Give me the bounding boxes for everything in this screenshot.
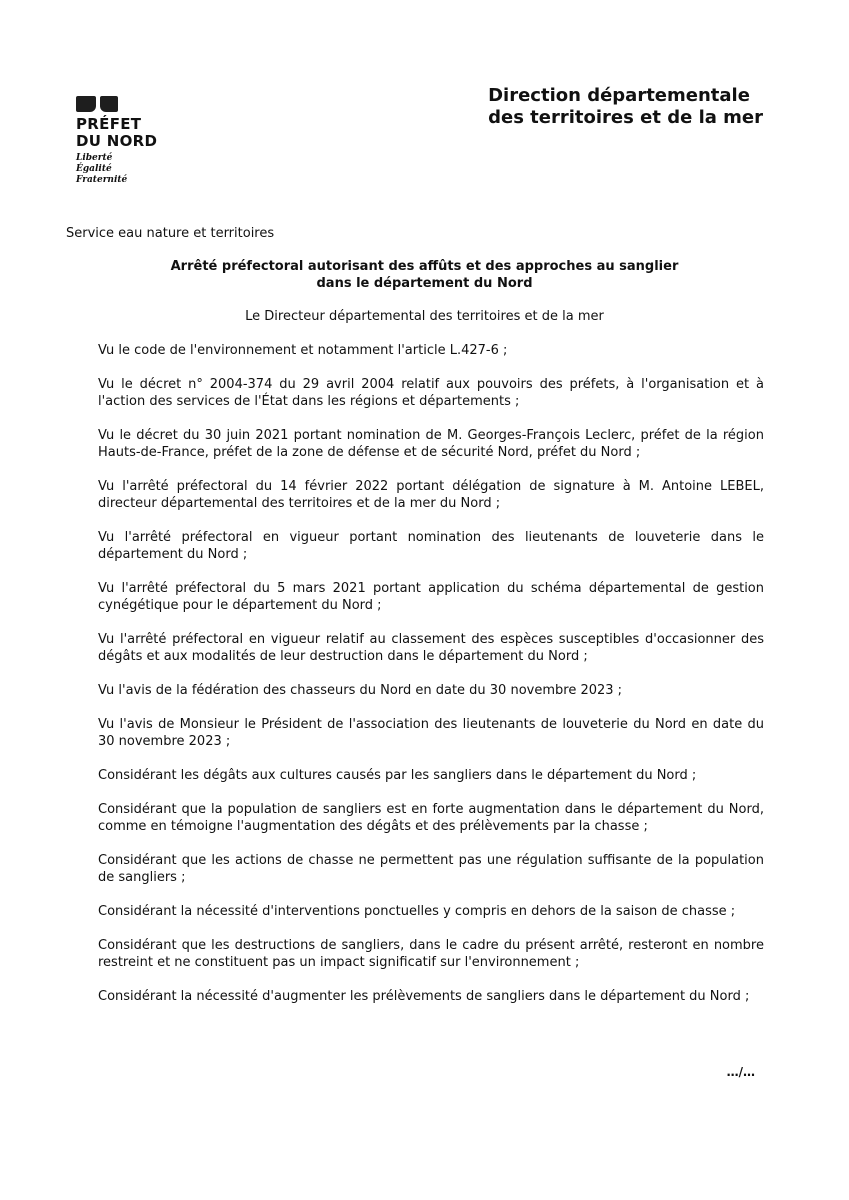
direction-heading xyxy=(488,85,763,129)
direction-line2: des territoires et de la mer xyxy=(488,107,763,128)
paragraph: Vu le code de l'environnement et notamment l'article L.427-6 ; xyxy=(98,343,508,358)
marianne-logo-icon xyxy=(76,96,120,112)
paragraph: Vu l'arrêté préfectoral du 5 mars 2021 portant application du schéma départemental de gestion cynégétique pour le département du Nord ; xyxy=(98,581,764,613)
paragraph: Vu l'arrêté préfectoral en vigueur relatif au classement des espèces susceptibles d'occasionner des dégâts et aux modalités de leur destruction dans le département du Nord ; xyxy=(98,632,764,664)
document-author: Le Directeur départemental des territoires et de la mer xyxy=(245,309,604,324)
document-title xyxy=(0,258,849,292)
continuation-mark: …/… xyxy=(726,1065,755,1079)
paragraph: Considérant que les destructions de sangliers, dans le cadre du présent arrêté, resteront en nombre restreint et ne constituent pas un impact significatif sur l'environnement ; xyxy=(98,938,764,970)
direction-line1: Direction départementale xyxy=(488,85,750,106)
paragraph: Vu l'arrêté préfectoral en vigueur portant nomination des lieutenants de louveterie dans le département du Nord ; xyxy=(98,530,764,562)
prefet-logo xyxy=(76,96,206,186)
paragraph: Considérant que la population de sangliers est en forte augmentation dans le département du Nord, comme en témoigne l'augmentation des dégâts et des prélèvements par la chasse ; xyxy=(98,802,764,834)
title-line1: Arrêté préfectoral autorisant des affûts et des approches au sanglier xyxy=(170,259,679,274)
paragraph: Vu le décret n° 2004-374 du 29 avril 2004 relatif aux pouvoirs des préfets, à l'organisation et à l'action des services de l'État dans les régions et départements ; xyxy=(98,377,764,409)
paragraph: Considérant que les actions de chasse ne permettent pas une régulation suffisante de la population de sangliers ; xyxy=(98,853,764,885)
paragraph: Considérant la nécessité d'augmenter les prélèvements de sangliers dans le département du Nord ; xyxy=(98,989,750,1004)
paragraph: Considérant les dégâts aux cultures causés par les sangliers dans le département du Nord ; xyxy=(98,768,697,783)
document-body xyxy=(98,342,764,1022)
paragraph: Vu le décret du 30 juin 2021 portant nomination de M. Georges-François Leclerc, préfet de la région Hauts-de-France, préfet de la zone de défense et de sécurité Nord, préfet du Nord ; xyxy=(98,428,764,460)
paragraph: Vu l'avis de la fédération des chasseurs du Nord en date du 30 novembre 2023 ; xyxy=(98,683,623,698)
motto-fraternite: Fraternité xyxy=(76,175,128,185)
paragraph: Vu l'avis de Monsieur le Président de l'association des lieutenants de louveterie du Nord en date du 30 novembre 2023 ; xyxy=(98,717,764,749)
motto xyxy=(76,153,206,186)
paragraph: Vu l'arrêté préfectoral du 14 février 2022 portant délégation de signature à M. Antoine LEBEL, directeur départemental des territoires et de la mer du Nord ; xyxy=(98,479,764,511)
motto-liberte: Liberté xyxy=(76,153,113,163)
motto-egalite: Égalité xyxy=(76,164,112,174)
logo-name-line1: PRÉFET xyxy=(76,115,142,133)
title-line2: dans le département du Nord xyxy=(316,276,533,291)
logo-name-line2: DU NORD xyxy=(76,132,158,150)
paragraph: Considérant la nécessité d'interventions ponctuelles y compris en dehors de la saison de chasse ; xyxy=(98,904,736,919)
service-name: Service eau nature et territoires xyxy=(66,226,275,241)
